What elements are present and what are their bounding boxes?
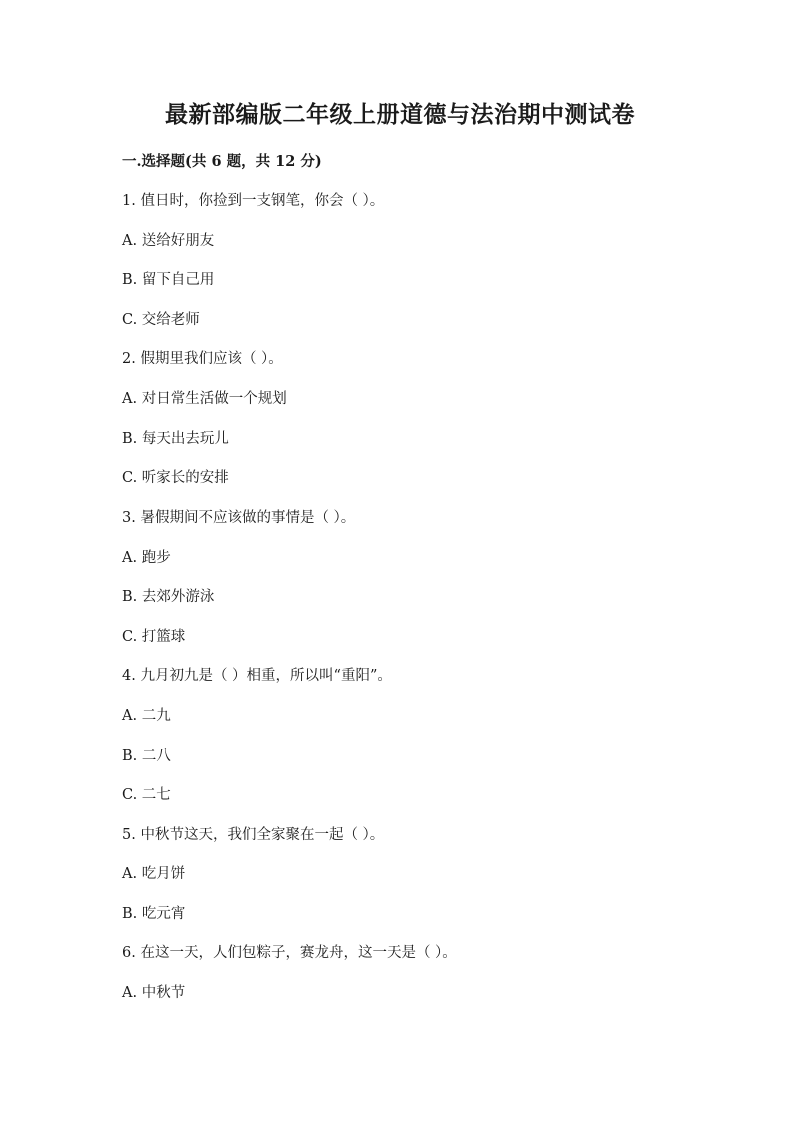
question-3-stem: 3. 暑假期间不应该做的事情是（ ）。 (122, 510, 356, 526)
question-2-option-b: B. 每天出去玩儿 (122, 431, 229, 447)
question-4-option-c: C. 二七 (122, 787, 171, 803)
question-5-option-a: A. 吃月饼 (122, 866, 186, 882)
question-1-option-c: C. 交给老师 (122, 312, 200, 328)
question-1-option-b: B. 留下自己用 (122, 272, 215, 288)
question-6-stem: 6. 在这一天，人们包粽子，赛龙舟，这一天是（ ）。 (122, 945, 457, 961)
question-3-option-a: A. 跑步 (122, 550, 171, 566)
section-heading: 一.选择题(共 6 题，共 12 分) (122, 153, 322, 170)
question-3-option-c: C. 打篮球 (122, 629, 186, 645)
question-5-stem: 5. 中秋节这天，我们全家聚在一起（ ）。 (122, 827, 385, 843)
question-2-option-a: A. 对日常生活做一个规划 (122, 391, 287, 407)
question-1-stem: 1. 值日时，你捡到一支钢笔，你会（ ）。 (122, 193, 385, 209)
question-4-option-a: A. 二九 (122, 708, 171, 724)
question-6-option-a: A. 中秋节 (122, 985, 186, 1001)
question-4-stem: 4. 九月初九是（ ）相重，所以叫“重阳”。 (122, 668, 392, 684)
question-4-option-b: B. 二八 (122, 748, 171, 764)
question-5-option-b: B. 吃元宵 (122, 906, 186, 922)
exam-title: 最新部编版二年级上册道德与法治期中测试卷 (165, 101, 635, 128)
question-1-option-a: A. 送给好朋友 (122, 233, 215, 249)
question-2-option-c: C. 听家长的安排 (122, 470, 229, 486)
question-3-option-b: B. 去郊外游泳 (122, 589, 215, 605)
question-2-stem: 2. 假期里我们应该（ ）。 (122, 351, 283, 367)
